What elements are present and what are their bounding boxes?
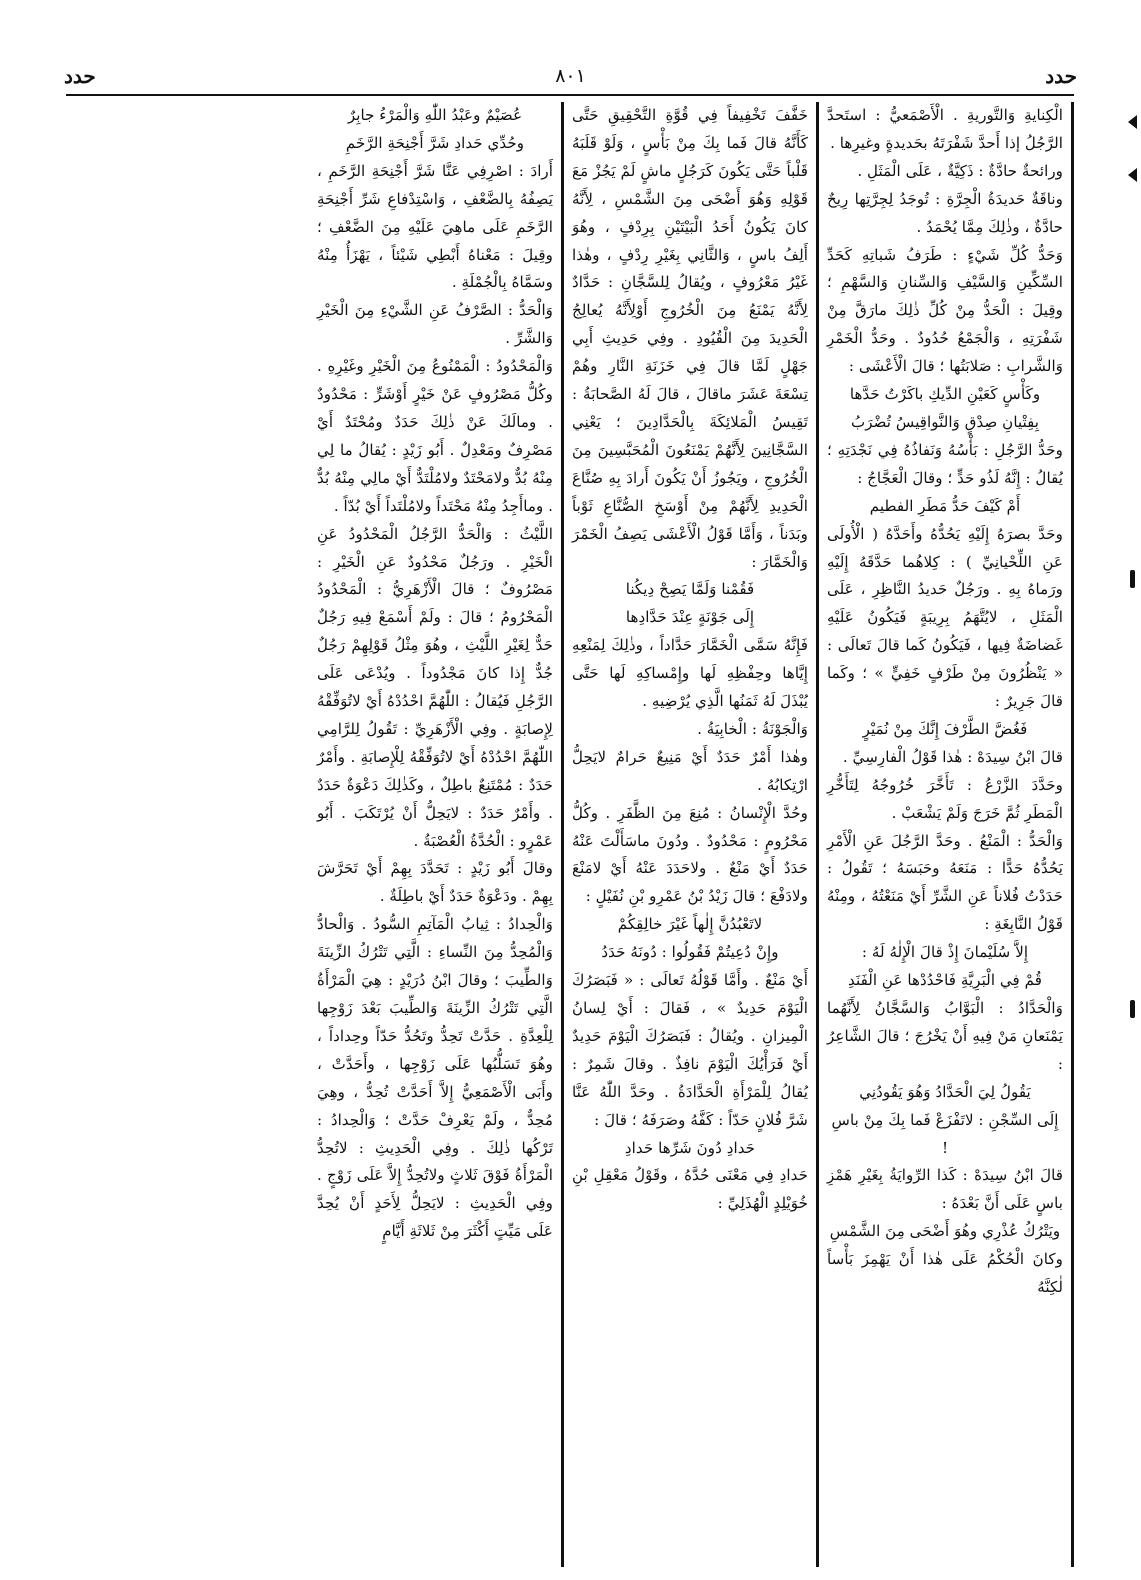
entry-paragraph: خَفَّفَ تَخْفِيفاً فِي قُوَّةِ التَّحْقِيقِ حَتَّى كَأَنَّهُ قالَ فَما بِكَ مِنْ بَأْسٍ ، وَلَوْ قَلَبَهُ قَلْباً حَتَّى يَكُونَ كَرَجُلٍ ماشٍ لَمْ يَجُزْ مَعَ قَوْلِهِ وَهُوَ أَضْحَى مِنَ الشَّمْسِ ، لِأَنَّهُ كانَ يَكُونُ أَحَدُ الْبَيْتَيْنِ بِرِدْفٍ ، وهُوَ أَلِفُ باسٍ ، وَالثَّانِي بِغَيْرِ رِدْفٍ ، وهٰذا غَيْرُ مَعْرُوفٍ ، ويُقالُ لِلسَّجَّانِ : حَدَّادٌ لِأَنَّهُ يَمْنَعُ مِنَ الْخُرُوجِ أَوْلِأَنَّهُ يُعالِجُ الْحَدِيدَ مِنَ الْقُيُودِ . وفِي حَدِيثِ أَبِي جَهْلٍ لَمَّا قالَ فِي خَزَنَةِ النَّارِ وهُمْ تِسْعَةَ عَشَرَ ماقالَ ، قالَ لَهُ الصَّحابَةُ : تَقِيسُ الْمَلائِكَةَ بِالْحَدَّادِينَ ؛ يَعْنِي السَّجَّانِينَ لِأَنَّهُمْ يَمْنَعُونَ الْمُحَبَّسِينَ مِنَ الْخُرُوجِ ، ويَجُوزُ أَنْ يَكُونَ أَرادَ بِهِ صُنَّاعَ الْحَدِيدِ لِأَنَّهُمْ مِنْ أَوْسَخِ الصُّنَّاعِ ثَوْباً وبَدَناً ، وَأَمَّا قَوْلُ الْأَعْشَى يَصِفُ الْخَمْرَ وَالْخَمَّارَ : (572, 106, 808, 571)
verse-line: إِلَى السِّجْنِ : لاتَفْزَعْ فَما بِكَ مِنْ باسِ ! (831, 1110, 1059, 1157)
verse-line: وكَأْسٍ كَعَيْنِ الدِّيكِ باكَرْتُ حَدَّها (849, 385, 1041, 404)
verse-line: أَمْ كَيْفَ حَدُّ مَطَرِ الفطيم (869, 496, 1021, 515)
entry-paragraph: قالَ ابْنُ سِيدَهْ : هٰذا قَوْلُ الْفارِسِيِّ . (842, 747, 1063, 766)
verse-line: ويَتْرُكُ عُذْرِي وهُوَ أَضْحَى مِنَ الشَّمْسِ (829, 1222, 1061, 1241)
text-columns (66, 102, 1074, 1567)
verse-line: حَدادِ دُونَ شَرِّها حَدادِ (624, 1138, 756, 1157)
verse-line: عُصَيْمٌ وعَبْدُ اللّٰهِ وَالْمَرْءُ جابِرٌ (347, 106, 523, 124)
margin-mark-icon (1128, 115, 1137, 129)
running-header (64, 62, 1077, 90)
header-right-word: حدد (1045, 64, 1077, 88)
entry-paragraph: وَالْحَدُّ : الْمَنْعُ . وحَدَّ الرَّجُلَ عَنِ الْأَمْرِ يَحُدُّهُ حَدًّا : مَنَعَهُ وحَبَسَهُ ؛ تَقُولُ : حَدَدْتُ فُلاناً عَنِ الشَّرِّ أَيْ مَنَعْتُهُ ، ومِنْهُ قَوْلُ النَّابِغَةِ : (827, 831, 1063, 934)
page-number: ٨٠١ (555, 65, 586, 87)
verse-line: إِلَى جَوْنَةٍ عِنْدَ حَدَّادِها (625, 608, 755, 627)
verse-line: فَغُضَّ الطَّرْفَ إِنَّكَ مِنْ نُمَيْرٍ (862, 719, 1028, 738)
verse-line: وحُدِّي حَدادِ شَرَّ أَجْنِحَةِ الرَّخَمِ (345, 133, 525, 152)
margin-mark-icon (1130, 570, 1135, 588)
entry-paragraph: ورائحةٌ حادَّةٌ : ذَكِيَّةٌ ، عَلَى الْمَثَلِ . (857, 161, 1063, 180)
column-middle (564, 102, 816, 1567)
column-right (819, 102, 1071, 1567)
entry-paragraph: وقالَ أَبُو زَيْدٍ : تَحَدَّدَ بِهِمْ أَيْ تَحَرَّشَ بِهِمْ . ودَعْوَةٌ حَدَدٌ أَيْ باطِلَةٌ . (317, 859, 553, 906)
entry-paragraph: وَالْحَدُّ : الصَّرْفُ عَنِ الشَّيْءِ مِنَ الْخَيْرِ وَالشَّرِّ . (317, 301, 553, 348)
entry-paragraph: حَدادِ فِي مَعْنَى حُدَّهُ ، وقَوْلُ مَعْقِلِ بْنِ خُوَيْلِدٍ الْهُذَلِيِّ : (572, 1166, 808, 1213)
entry-paragraph: وَالْحَدَّادُ : الْبَوَّابُ وَالسَّجَّانُ لِأَنَّهُما يَمْنَعانِ مَنْ فِيهِ أَنْ يَخْرُجَ ؛ قالَ الشَّاعِرُ : (827, 999, 1063, 1073)
entry-paragraph: اللَّيْثُ : وَالْحَدُّ الرَّجُلُ الْمَحْدُودُ عَنِ الْخَيْرِ . ورَجُلٌ مَحْدُودٌ عَنِ الْخَيْرِ : مَصْرُوفٌ ؛ قالَ الْأَزْهَرِيُّ : الْمَحْدُودُ الْمَحْرُومُ ؛ قالَ : ولَمْ أَسْمَعْ فِيهِ رَجُلٌ حَدٌّ لِغَيْرِ اللَّيْثِ ، وهُوَ مِثْلُ قَوْلِهِمْ رَجُلٌ جُدٌّ إِذا كانَ مَجْدُوداً . ويُدْعَى عَلَى الرَّجُلِ فَيُقالُ : اللّٰهُمَّ احْدُدْهُ أَيْ لاتُوَفِّقْهُ لِإِصابَةٍ . وفِي الْأَزْهَرِيِّ : تَقُولُ لِلرَّامِي اللّٰهُمَّ احْدُدْهُ أَيْ لاتُوَفِّقْهُ لِلْإِصابَةِ . وأَمْرٌ حَدَدٌ : مُمْتَنِعٌ باطِلٌ ، وكَذٰلِكَ دَعْوَةٌ حَدَدٌ . وأَمْرٌ حَدَدٌ : لايَحِلُّ أَنْ يُرْتَكَبَ . أَبُو عَمْرٍو : الْحُدَّةُ الْعُصْبَةُ . (317, 524, 553, 850)
entry-paragraph: وَالْجَوْنَةُ : الْخابِيَةُ . (697, 719, 808, 738)
margin-mark-icon (1130, 1000, 1135, 1018)
entry-paragraph: الْكِنايةِ وَالتَّوريةِ . الْأَصْمَعيُّ : استَحدَّ الرَّجُلُ إذا أَحدَّ شَفْرَتَهُ بحَديدةٍ وغيرِها . (827, 106, 1063, 152)
verse-line: فَقُمْنا وَلَمَّا يَصِحْ دِيكُنا (625, 580, 755, 599)
entry-paragraph: وحَدُّ الرَّجُلِ : بَأْسُهُ وَنَفاذُهُ فِي نَجْدَتِهِ ؛ يُقالُ : إِنَّهُ لَذُو حَدٍّ ؛ وقالَ الْعَجَّاجُ : (827, 440, 1063, 487)
entry-paragraph: وَالْحِدادُ : ثِيابُ الْمَآتِمِ السُّودُ . وَالْحادُّ وَالْمُحِدُّ مِنَ النِّساءِ : الَّتِي تَتْرُكُ الزِّينَةَ وَالطِّيبَ ؛ وقالَ ابْنُ دُرَيْدٍ : هِيَ الْمَرْأَةُ الَّتِي تَتْرُكُ الزِّينَةَ وَالطِّيبَ بَعْدَ زَوْجِها لِلْعِدَّةِ . حَدَّتْ تَحِدُّ وتَحُدُّ حَدّاً وحِداداً ، وهُوَ تَسَلُّبُها عَلَى زَوْجِها ، وأَحَدَّتْ ، وأَبَى الْأَصْمَعِيُّ إِلاَّ أَحَدَّتْ تُحِدُّ ، وهِيَ مُحِدٌّ ، ولَمْ يَعْرِفْ حَدَّتْ ؛ وَالْحِدادُ : تَرْكُها ذٰلِكَ . وفِي الْحَدِيثِ : لاتُحِدُّ الْمَرْأَةُ فَوْقَ ثَلاثٍ ولاتُحِدُّ إِلاَّ عَلَى زَوْجٍ . وفِي الْحَدِيثِ : لايَحِلُّ لِأَحَدٍ أَنْ يُحِدَّ عَلَى مَيِّتٍ أَكْثَرَ مِنْ ثَلاثَةِ أَيَّامٍ (317, 915, 553, 1241)
verse-line: إِلاَّ سُلَيْمانَ إِذْ قالَ الْإِلٰهُ لَهُ : (861, 943, 1029, 962)
margin-mark-icon (1128, 168, 1137, 182)
entry-paragraph: وَحَدُّ كُلِّ شَيْءٍ : طَرَفُ شَباتِهِ كَحَدِّ السِّكِّينِ وَالسَّيْفِ وَالسِّنانِ وَالسَّهْمِ ؛ وقِيلَ : الْحَدُّ مِنْ كُلِّ ذٰلِكَ مارَقَّ مِنْ شَفْرَتِهِ ، وَالْجَمْعُ حُدُودٌ . وحَدُّ الْخَمْرِ وَالشَّرابِ : صَلابَتُها ؛ قالَ الْأَعْشَى : (827, 245, 1063, 376)
entry-paragraph: وحُدَّ الْإِنْسانُ : مُنِعَ مِنَ الظَّفَرِ . وكُلُّ مَحْرُومٍ : مَحْدُودٌ . ودُونَ ماسَأَلْتَ عَنْهُ حَدَدٌ أَيْ مَنْعٌ . ولاحَدَدَ عَنْهُ أَيْ لامَنْعَ ولادَفْعَ ؛ قالَ زَيْدُ بْنُ عَمْرِو بْنِ نُفَيْلٍ : (572, 803, 808, 906)
entry-paragraph: وحَدَّدَ الزَّرْعُ : تَأَخَّرَ خُرُوجُهُ لِتَأَخُّرِ الْمَطَرِ ثُمَّ خَرَجَ وَلَمْ يَشْعَبْ . (827, 775, 1063, 822)
entry-paragraph: وحَدَّ بصرَهُ إِلَيْهِ يَحُدُّهُ وأَحَدَّهُ ( الْأُولَى عَنِ اللِّحْيانِيِّ ) : كِلاهُما حَدَّقَهُ إِلَيْهِ ورَماهُ بِهِ . ورَجُلٌ حَديدُ النَّاظِرِ ، عَلَى الْمَثَلِ ، لايُتَّهَمُ بِرِيبَةٍ فَيَكُونُ عَلَيْهِ غَضاضَةٌ فِيها ، فَيَكُونُ كَما قالَ تَعالَى : « يَنْظُرُونَ مِنْ طَرْفٍ خَفِيٍّ » ؛ وكَما قالَ جَرِيرٌ : (827, 524, 1063, 711)
column-rule-outer-right (1071, 102, 1074, 1567)
verse-line: وإِنْ دُعِيتُمْ فَقُولُوا : دُونَهُ حَدَدُ (601, 943, 779, 962)
entry-paragraph: وَالْمَحْدُودُ : الْمَمْنُوعُ مِنَ الْخَيْرِ وغَيْرِهِ . وكُلُّ مَصْرُوفٍ عَنْ خَيْرٍ أَوْشَرٍّ : مَحْدُودٌ . ومالَكَ عَنْ ذٰلِكَ حَدَدٌ ومُحْتَدٌ أَيْ مَصْرِفٌ ومَعْدِلٌ . أَبُو زَيْدٍ : يُقالُ ما لِي مِنْهُ بُدٌّ ولامَحْتَدٌ ولامُلْتَدٌّ أَيْ مالِي مِنْهُ بُدٌّ . وماأَجِدُ مِنْهُ مَحْتَداً ولامُلْتَداً أَيْ بُدّاً . (317, 357, 553, 515)
entry-paragraph: أَرادَ : اصْرِفِي عَنَّا شَرَّ أَجْنِحَةِ الرَّخَمِ ، يَصِفُهُ بِالضَّعْفِ ، وَاسْتِدْفاعِ شَرِّ أَجْنِحَةِ الرَّخَمِ عَلَى ماهِيَ عَلَيْهِ مِنَ الضَّعْفِ ؛ وقِيلَ : مَعْناهُ أَبْطِي شَيْئاً ، يَهْزَأُ مِنْهُ وسَمَّاهُ بِالْجُمْلَةِ . (317, 161, 553, 292)
verse-line: بِفِتْيانِ صِدْقٍ وَالنَّواقِيسُ تُضْرَبُ (850, 412, 1040, 431)
entry-paragraph: وهٰذا أَمْرٌ حَدَدٌ أَيْ مَنِيعٌ حَرامٌ لايَحِلُّ ارْتِكابُهُ . (572, 747, 808, 794)
entry-paragraph: فَإِنَّهُ سَمَّى الْخَمَّارَ حَدَّاداً ، وذٰلِكَ لِمَنْعِهِ إِيَّاها وحِفْظِهِ لَها وإِمْساكِهِ لَها حَتَّى يُبْذَلَ لَهُ ثَمَنُها الَّذِي يُرْضِيهِ . (572, 636, 808, 711)
verse-line: يَقُولُ لِيَ الْحَدَّادُ وَهُوَ يَقُودُنِي (859, 1082, 1031, 1101)
entry-paragraph: وكانَ الْحُكْمُ عَلَى هٰذا أَنْ يَهْمِزَ بَأْساً لٰكِنَّهُ (827, 1250, 1063, 1297)
header-left-word: حدد (64, 64, 96, 88)
entry-paragraph: وناقَةٌ حَديدَةُ الْجِرَّةِ : تُوجَدُ لِجِرَّتِها رِيحٌ حادَّةٌ ، وذٰلِكَ مِمَّا يُحْمَدُ . (827, 189, 1063, 236)
column-left (309, 102, 561, 1567)
verse-line: لاتَعْبُدُنَّ إِلٰهاً غَيْرَ خالِقِكُمْ (617, 915, 763, 934)
entry-paragraph: أَيْ مَنْعٌ . وأَمَّا قَوْلُهُ تَعالَى : « فَبَصَرُكَ الْيَوْمَ حَدِيدٌ » ، فَقالَ : أَيْ لِسانُ الْمِيزانِ . ويُقالُ : فَبَصَرُكَ الْيَوْمَ حَدِيدٌ أَيْ فَرَأْيُكَ الْيَوْمَ نافِذٌ . وقالَ شَمِرٌ : يُقالُ لِلْمَرْأَةِ الْحَدَّادَةُ . وحَدَّ اللّٰهُ عَنَّا شَرَّ فُلانٍ حَدّاً : كَفَّهُ وصَرَفَهُ ؛ قالَ : (572, 971, 808, 1129)
header-rule (66, 94, 1074, 96)
entry-paragraph: قالَ ابْنُ سِيدَهْ : كَذا الرِّوايَةُ بِغَيْرِ هَمْزِ باسٍ عَلَى أَنَّ بَعْدَهُ : (827, 1166, 1063, 1213)
verse-line: قُمْ فِي الْبَرِيَّةِ فَاحْدُدْها عَنِ الْفَنَدِ (848, 971, 1042, 990)
